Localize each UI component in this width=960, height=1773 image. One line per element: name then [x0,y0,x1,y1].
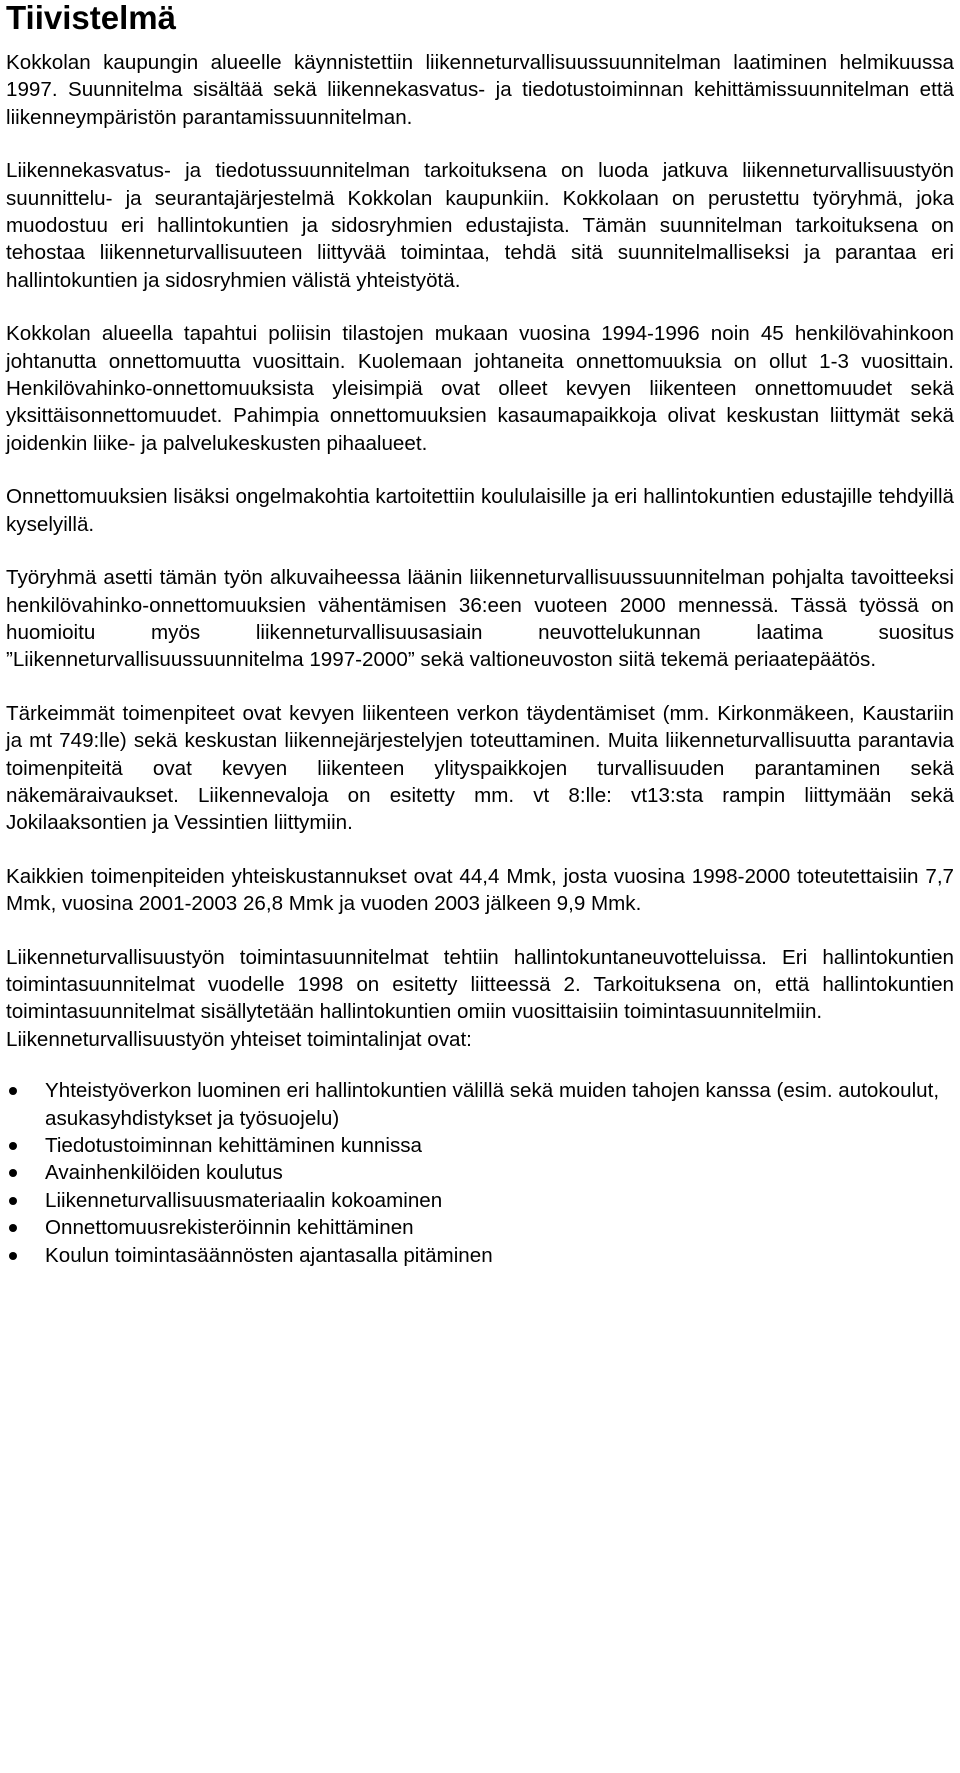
list-item [6,1159,954,1186]
page-title: Tiivistelmä [6,0,176,36]
paragraph-action-plans: Liikenneturvallisuustyön toimintasuunnitelmat tehtiin hallintokuntaneuvotteluissa. Eri hallintokuntien toimintasuunnitelmat vuodelle 1998 on esitetty liitteessä 2. Tarkoituksena on, että hallintokuntien toimintasuunnitelmat sisällytetään hallintokuntien omiin vuosittaisiin toimintasuunnitelmiin. [6,945,954,1024]
paragraph-common-guidelines: Liikenneturvallisuustyön yhteiset toimintalinjat ovat: [6,1027,472,1051]
list-item-text: Yhteistyöverkon luominen eri hallintokuntien välillä sekä muiden tahojen kanssa (esim. autokoulut, asukasyhdistykset ja työsuojelu) [45,1079,940,1130]
list-item [6,1242,954,1269]
list-item-text: Koulun toimintasäännösten ajantasalla pitäminen [45,1243,493,1267]
list-item-text: Onnettomuusrekisteröinnin kehittäminen [45,1216,414,1240]
paragraph-purpose: Liikennekasvatus- ja tiedotussuunnitelman tarkoituksena on luoda jatkuva liikenneturvallisuustyön suunnittelu- ja seurantajärjestelmä Kokkolan kaupunkiin. Kokkolaan on perustettu työryhmä, joka muodostuu eri hallintokuntien ja sidosryhmien edustajista. Tämän suunnitelman tarkoituksena on tehostaa liikenneturvallisuuteen liittyvää toimintaa, tehdä sitä suunnitelmalliseksi ja parantaa eri hallintokuntien ja sidosryhmien välistä yhteistyötä. [6,159,954,292]
paragraph-surveys: Onnettomuuksien lisäksi ongelmakohtia kartoitettiin koululaisille ja eri hallintokuntien edustajille tehdyillä kyselyillä. [6,485,954,536]
paragraph-main-measures: Tärkeimmät toimenpiteet ovat kevyen liikenteen verkon täydentämiset (mm. Kirkonmäkeen, Kaustariin ja mt 749:lle) sekä keskustan liikennejärjestelyjen toteuttaminen. Muita liikenneturvallisuutta parantavia toimenpiteitä ovat kevyen liikenteen ylityspaikkojen turvallisuuden parantaminen sekä näkemäraivaukset. Liikennevaloja on esitetty mm. vt 8:lle: vt13:sta rampin liittymään sekä Jokilaaksontien ja Vessintien liittymiin. [6,701,954,835]
list-item [6,1077,954,1132]
paragraph-targets: Työryhmä asetti tämän työn alkuvaiheessa läänin liikenneturvallisuussuunnitelman pohjalta tavoitteeksi henkilövahinko-onnettomuuksien vähentämisen 36:een vuoteen 2000 mennessä. Tässä työssä on huomioitu myös liikenneturvallisuusasiain neuvottelukunnan laatima suositus ”Liikenneturvallisuussuunnitelma 1997-2000” sekä valtioneuvoston siitä tekemä periaatepäätös. [6,566,954,672]
paragraph-accident-statistics: Kokkolan alueella tapahtui poliisin tilastojen mukaan vuosina 1994-1996 noin 45 henkilövahinkoon johtanutta onnettomuutta vuosittain. Kuolemaan johtaneita onnettomuuksia on ollut 1-3 vuosittain. Henkilövahinko-onnettomuuksista yleisimpiä ovat olleet kevyen liikenteen onnettomuudet sekä yksittäisonnettomuudet. Pahimpia onnettomuuksien kasaumapaikkoja olivat keskustan liittymät sekä joidenkin liike- ja palvelukeskusten pihaalueet. [6,322,954,455]
list-item [6,1187,954,1214]
list-item-text: Tiedotustoiminnan kehittäminen kunnissa [45,1134,423,1157]
list-item [6,1214,954,1241]
bullet-icon [9,1224,17,1232]
paragraph-intro: Kokkolan kaupungin alueelle käynnistettiin liikenneturvallisuussuunnitelman laatiminen helmikuussa 1997. Suunnitelma sisältää sekä liikennekasvatus- ja tiedotustoiminnan kehittämissuunnitelman että liikenneympäristön parantamissuunnitelman. [6,51,954,129]
guideline-list [6,1077,954,1269]
bullet-icon [9,1197,17,1205]
list-item-text: Liikenneturvallisuusmateriaalin kokoaminen [45,1188,443,1212]
list-item [6,1132,954,1159]
bullet-icon [9,1252,17,1260]
bullet-icon [9,1169,17,1177]
list-item-text: Avainhenkilöiden koulutus [45,1161,283,1185]
bullet-icon [9,1142,17,1150]
paragraph-costs: Kaikkien toimenpiteiden yhteiskustannukset ovat 44,4 Mmk, josta vuosina 1998-2000 toteutettaisiin 7,7 Mmk, vuosina 2001-2003 26,8 Mmk ja vuoden 2003 jälkeen 9,9 Mmk. [6,864,954,916]
bullet-icon [9,1087,17,1095]
